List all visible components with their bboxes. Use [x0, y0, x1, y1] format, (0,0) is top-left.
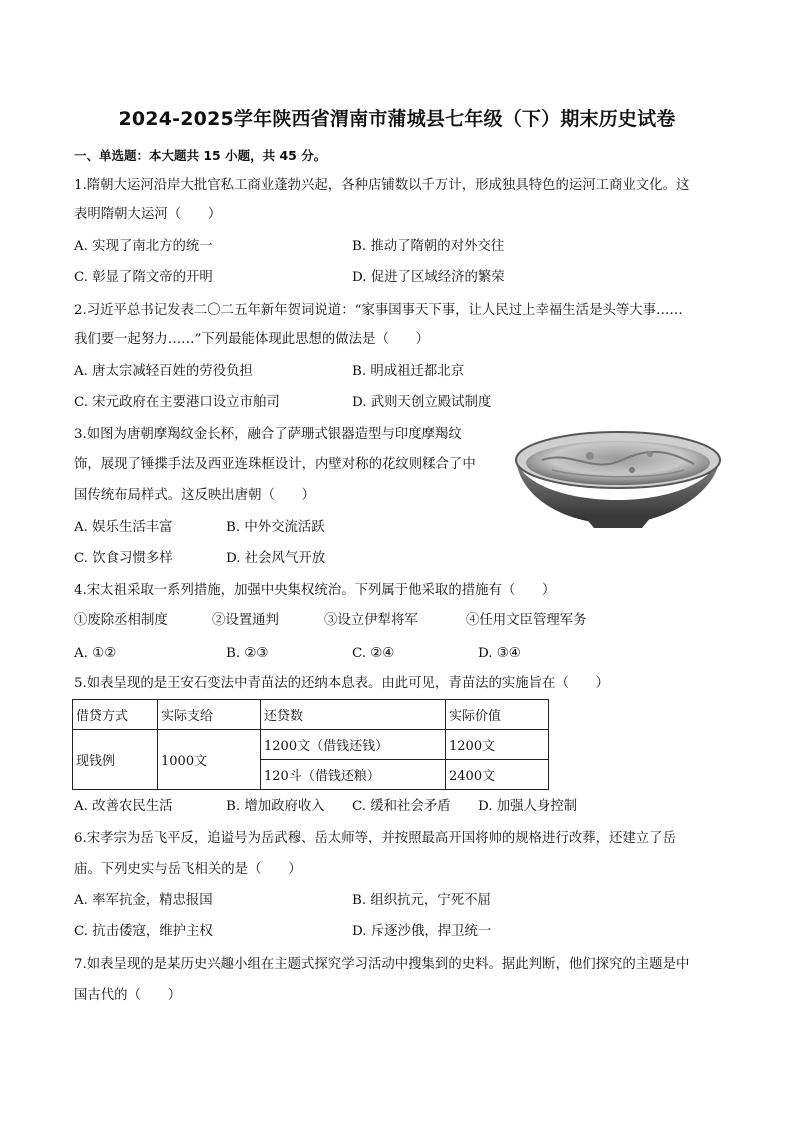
table-cell: 2400文	[446, 760, 549, 790]
question-2-option-c[interactable]: C. 宋元政府在主要港口设立市舶司	[74, 395, 280, 410]
table-cell-amount: 1000文	[158, 730, 261, 790]
question-4-option-b[interactable]: B. ②③	[226, 646, 269, 661]
question-3-option-c[interactable]: C. 饮食习惯多样	[74, 551, 173, 566]
question-1-line-1: 1.隋朝大运河沿岸大批官私工商业蓬勃兴起，各种店铺数以千万计，形成独具特色的运河工商业文化。这	[74, 178, 690, 193]
qingmiao-table	[72, 699, 549, 790]
question-4-option-d[interactable]: D. ③④	[478, 646, 521, 661]
table-header-cell: 实际支给	[158, 700, 261, 730]
table-cell: 120斗（借钱还粮）	[261, 760, 446, 790]
table-cell: 1200文（借钱还钱）	[261, 730, 446, 760]
question-4-item-4: ④任用文臣管理军务	[466, 613, 587, 628]
question-2-option-b[interactable]: B. 明成祖迁都北京	[352, 364, 465, 379]
question-1-line-2: 表明隋朝大运河（ ）	[74, 207, 222, 222]
question-1-option-d[interactable]: D. 促进了区域经济的繁荣	[352, 270, 505, 285]
question-6-option-b[interactable]: B. 组织抗元，宁死不屈	[352, 893, 491, 908]
question-3-line-3: 国传统布局样式。这反映出唐朝（ ）	[74, 488, 316, 503]
question-3-line-1: 3.如图为唐朝摩羯纹金长杯，融合了萨珊式银器造型与印度摩羯纹	[74, 427, 462, 442]
question-7-line-1: 7.如表呈现的是某历史兴趣小组在主题式探究学习活动中搜集到的史料。据此判断，他们探究的主题是中	[74, 957, 690, 972]
question-1-option-b[interactable]: B. 推动了隋朝的对外交往	[352, 239, 505, 254]
question-3-option-d[interactable]: D. 社会风气开放	[226, 551, 326, 566]
question-6-option-c[interactable]: C. 抗击倭寇，维护主权	[74, 924, 213, 939]
question-5-option-d[interactable]: D. 加强人身控制	[478, 799, 578, 814]
table-cell: 1200文	[446, 730, 549, 760]
question-6-line-2: 庙。下列史实与岳飞相关的是（ ）	[74, 862, 302, 877]
question-3-option-b[interactable]: B. 中外交流活跃	[226, 520, 325, 535]
table-header-cell: 还贷数	[261, 700, 446, 730]
question-4-line-1: 4.宋太祖采取一系列措施，加强中央集权统治。下列属于他采取的措施有（ ）	[74, 583, 556, 598]
question-3-option-a[interactable]: A. 娱乐生活丰富	[74, 520, 173, 535]
gold-cup-photo	[512, 430, 724, 530]
question-7-line-2: 国古代的（ ）	[74, 988, 182, 1003]
question-6-option-a[interactable]: A. 率军抗金，精忠报国	[74, 893, 213, 908]
question-4-option-a[interactable]: A. ①②	[74, 646, 117, 661]
table-header-cell: 实际价值	[446, 700, 549, 730]
question-2-line-1: 2.习近平总书记发表二〇二五年新年贺词说道：“家事国事天下事，让人民过上幸福生活是头等大事……	[74, 303, 683, 318]
exam-title: 2024-2025学年陕西省渭南市蒲城县七年级（下）期末历史试卷	[118, 108, 676, 130]
question-5-option-b[interactable]: B. 增加政府收入	[226, 799, 325, 814]
question-4-item-2: ②设置通判	[212, 613, 279, 628]
section-heading: 一、单选题：本大题共 15 小题，共 45 分。	[74, 148, 327, 163]
table-row	[73, 730, 549, 760]
question-3-line-2: 饰，展现了锤揲手法及西亚连珠框设计，内壁对称的花纹则糅合了中	[74, 457, 476, 472]
table-cell-loan-type: 现钱例	[73, 730, 158, 790]
question-1-option-a[interactable]: A. 实现了南北方的统一	[74, 239, 213, 254]
question-5-line-1: 5.如表呈现的是王安石变法中青苗法的还纳本息表。由此可见，青苗法的实施旨在（ ）	[74, 676, 610, 691]
question-5-option-c[interactable]: C. 缓和社会矛盾	[352, 799, 451, 814]
question-4-item-1: ①废除丞相制度	[74, 613, 168, 628]
question-4-option-c[interactable]: C. ②④	[352, 646, 395, 661]
table-header-row	[73, 700, 549, 730]
question-4-item-3: ③设立伊犁将军	[324, 613, 418, 628]
question-6-option-d[interactable]: D. 斥逐沙俄，捍卫统一	[352, 924, 492, 939]
question-2-option-a[interactable]: A. 唐太宗减轻百姓的劳役负担	[74, 364, 253, 379]
question-6-line-1: 6.宋孝宗为岳飞平反，追谥号为岳武穆、岳太师等，并按照最高开国将帅的规格进行改葬，还建立了岳	[74, 831, 676, 846]
table-header-cell: 借贷方式	[73, 700, 158, 730]
question-1-option-c[interactable]: C. 彰显了隋文帝的开明	[74, 270, 213, 285]
question-2-option-d[interactable]: D. 武则天创立殿试制度	[352, 395, 492, 410]
question-5-option-a[interactable]: A. 改善农民生活	[74, 799, 173, 814]
question-2-line-2: 我们要一起努力……”下列最能体现此思想的做法是（ ）	[74, 332, 430, 347]
